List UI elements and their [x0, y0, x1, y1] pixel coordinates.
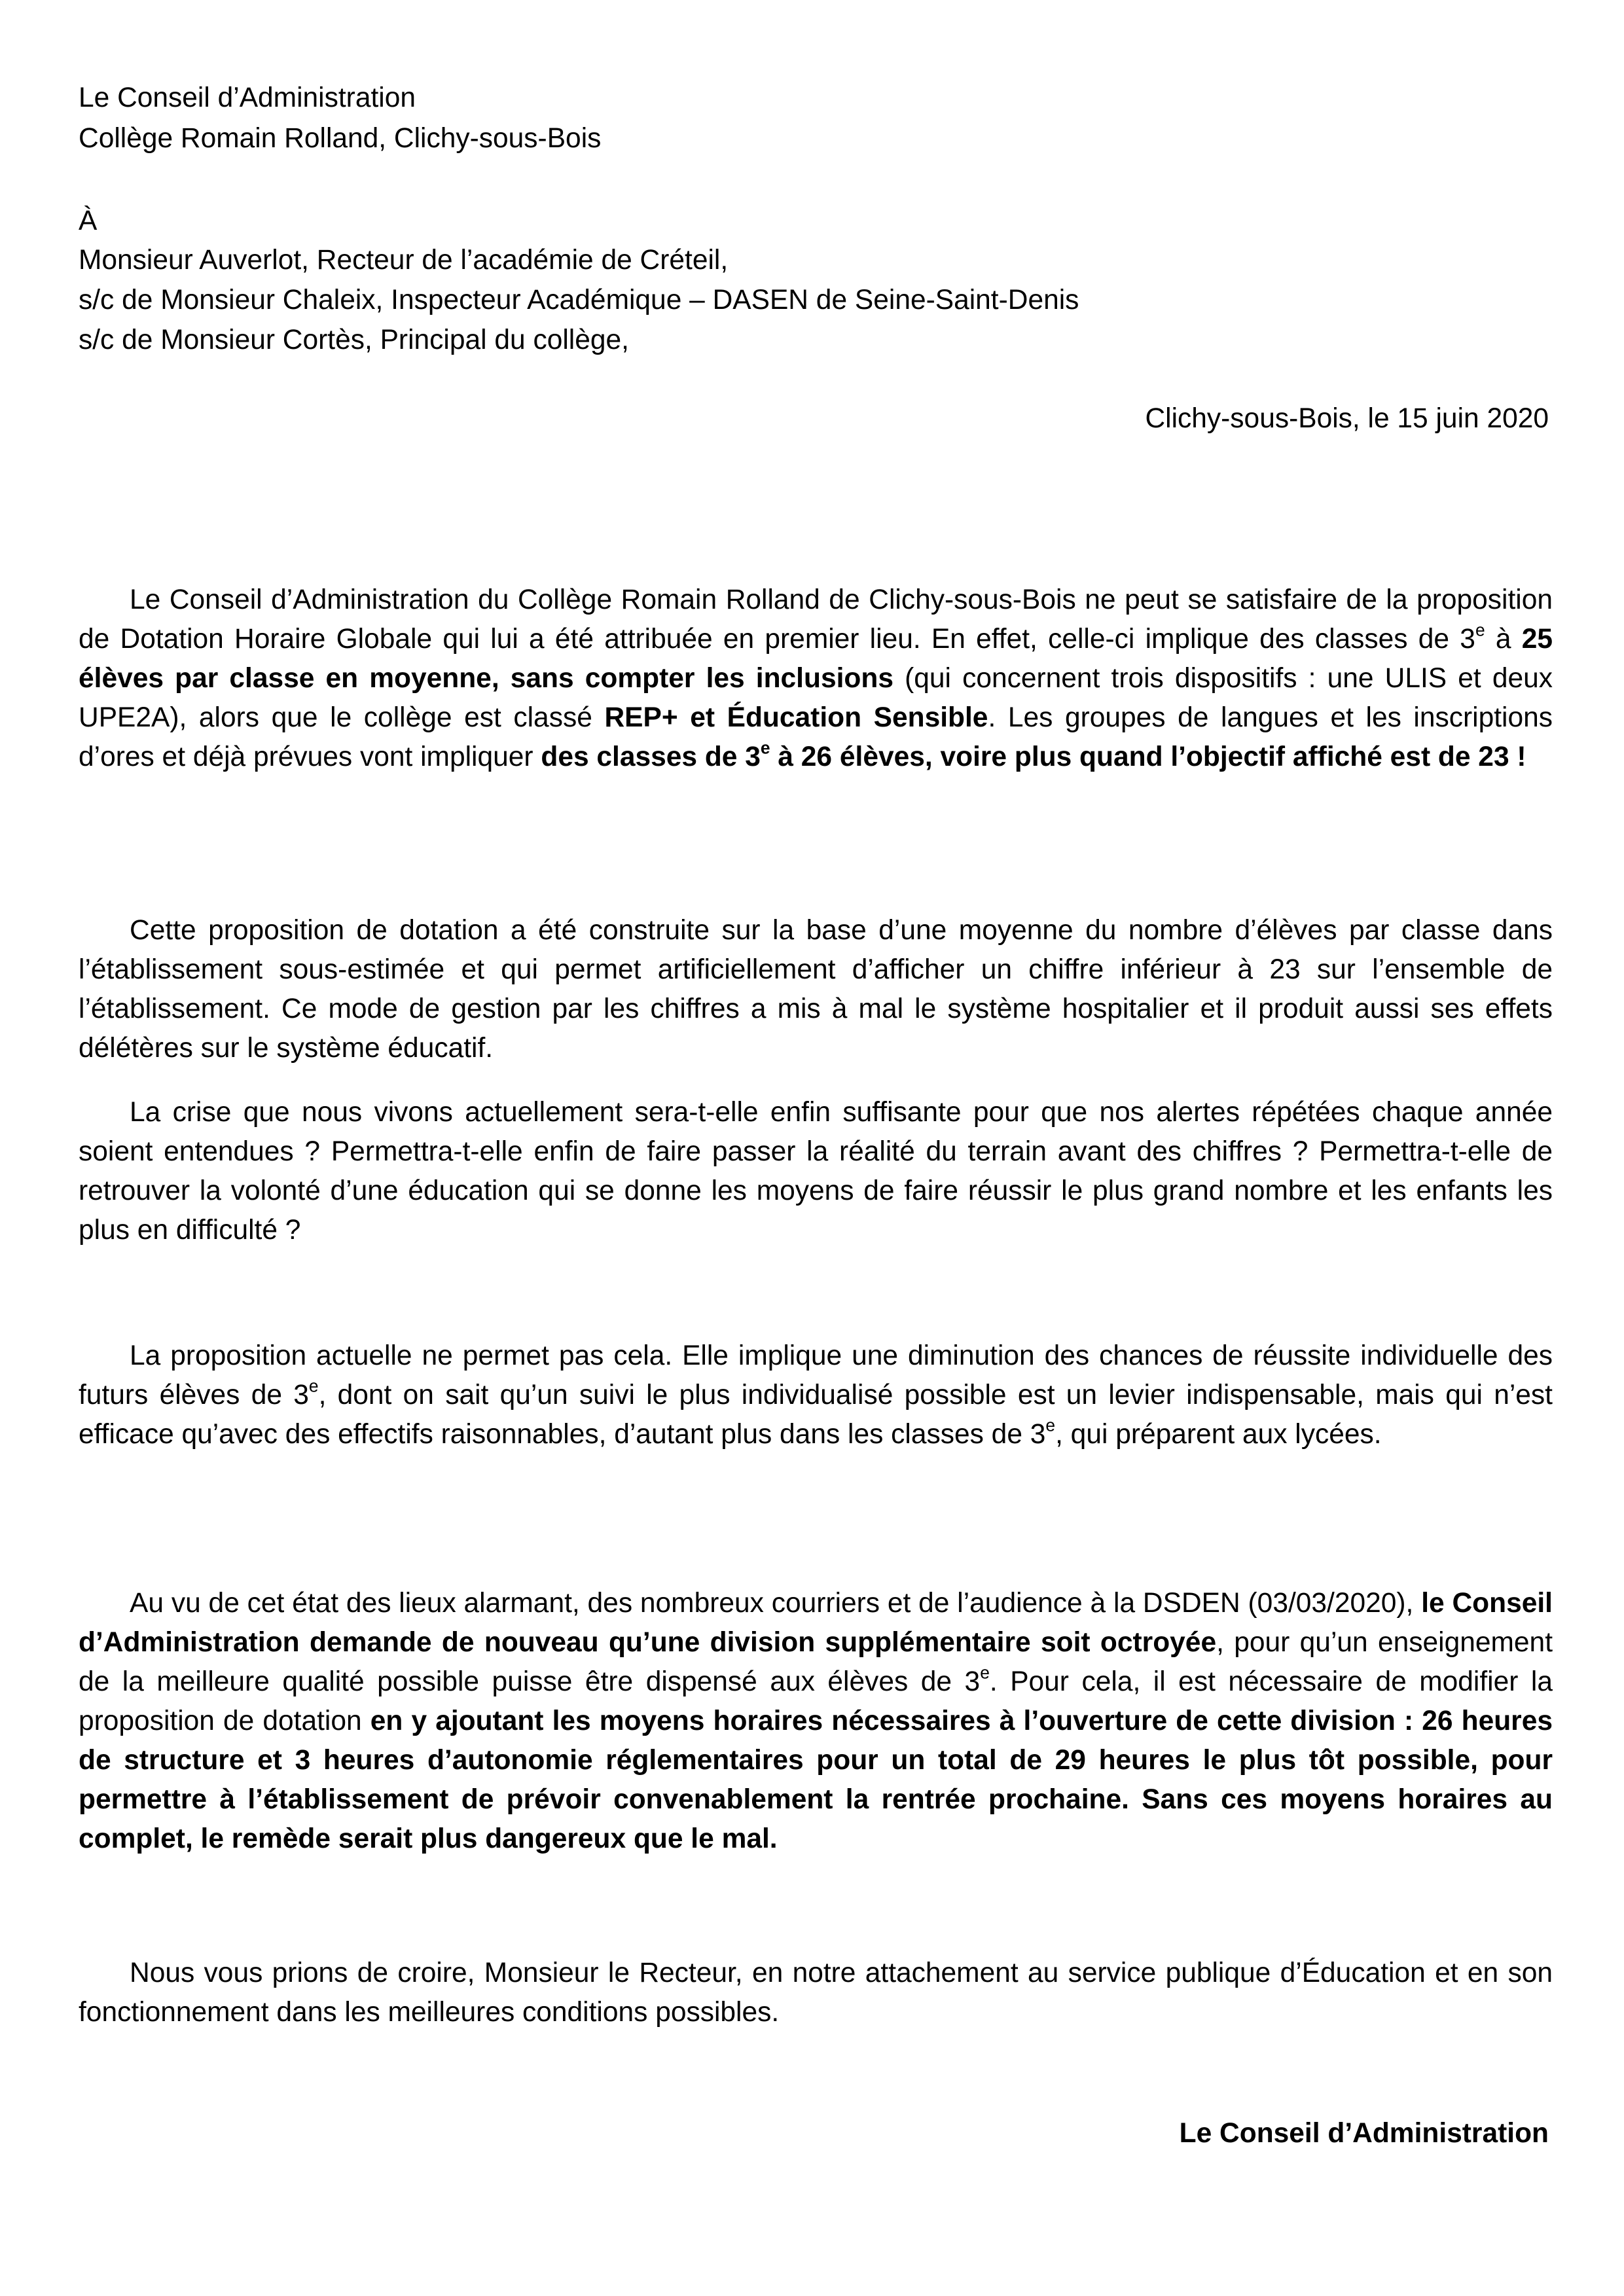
recipient-prefix: À	[79, 206, 98, 236]
paragraph-4: La proposition actuelle ne permet pas cela. Elle implique une diminution des chances de réussite individuelle des futurs élèves de 3e, dont on sait qu’un suivi le plus individualisé possible est un levier indispensable, mais qui n’est efficace qu’avec des effectifs raisonnables, d’autant plus dans les classes de 3e, qui préparent aux lycées.	[79, 1340, 1553, 1450]
paragraph-1: Le Conseil d’Administration du Collège Romain Rolland de Clichy-sous-Bois ne peut se satisfaire de la proposition de Dotation Horaire Globale qui lui a été attribuée en premier lieu. En effet, celle-ci implique des classes de 3e à 25 élèves par classe en moyenne, sans compter les inclusions (qui concernent trois dispositifs : une ULIS et deux UPE2A), alors que le collège est classé REP+ et Éducation Sensible. Les groupes de langues et les inscriptions d’ores et déjà prévues vont impliquer des classes de 3e à 26 élèves, voire plus quand l’objectif affiché est de 23 !	[79, 584, 1553, 772]
recipient-principal: s/c de Monsieur Cortès, Principal du collège,	[79, 325, 629, 355]
recipient-recteur: Monsieur Auverlot, Recteur de l’académie de Créteil,	[79, 245, 729, 276]
sender-school: Collège Romain Rolland, Clichy-sous-Bois	[79, 123, 602, 154]
paragraph-5: Au vu de cet état des lieux alarmant, des nombreux courriers et de l’audience à la DSDEN (03/03/2020), le Conseil d’Administration demande de nouveau qu’une division supplémentaire soit octroyée, pour qu’un enseignement de la meilleure qualité possible puisse être dispensé aux élèves de 3e. Pour cela, il est nécessaire de modifier la proposition de dotation en y ajoutant les moyens horaires nécessaires à l’ouverture de cette division : 26 heures de structure et 3 heures d’autonomie réglementaires pour un total de 29 heures le plus tôt possible, pour permettre à l’établissement de prévoir convenablement la rentrée prochaine. Sans ces moyens horaires au complet, le remède serait plus dangereux que le mal.	[79, 1588, 1553, 1854]
sender-name: Le Conseil d’Administration	[79, 82, 416, 113]
recipient-dasen: s/c de Monsieur Chaleix, Inspecteur Académique – DASEN de Seine-Saint-Denis	[79, 285, 1079, 315]
paragraph-3: La crise que nous vivons actuellement sera-t-elle enfin suffisante pour que nos alertes répétées chaque année soient entendues ? Permettra-t-elle enfin de faire passer la réalité du terrain avant des chiffres ? Permettra-t-elle de retrouver la volonté d’une éducation qui se donne les moyens de faire réussir le plus grand nombre et les enfants les plus en difficulté ?	[79, 1097, 1553, 1246]
paragraph-6: Nous vous prions de croire, Monsieur le Recteur, en notre attachement au service publique d’Éducation et en son fonctionnement dans les meilleures conditions possibles.	[79, 1958, 1553, 2028]
paragraph-2: Cette proposition de dotation a été construite sur la base d’une moyenne du nombre d’élèves par classe dans l’établissement sous-estimée et qui permet artificiellement d’afficher un chiffre inférieur à 23 sur l’ensemble de l’établissement. Ce mode de gestion par les chiffres a mis à mal le système hospitalier et il produit aussi ses effets délétères sur le système éducatif.	[79, 915, 1553, 1064]
date-line: Clichy-sous-Bois, le 15 juin 2020	[1145, 403, 1549, 434]
signature: Le Conseil d’Administration	[1179, 2118, 1549, 2149]
